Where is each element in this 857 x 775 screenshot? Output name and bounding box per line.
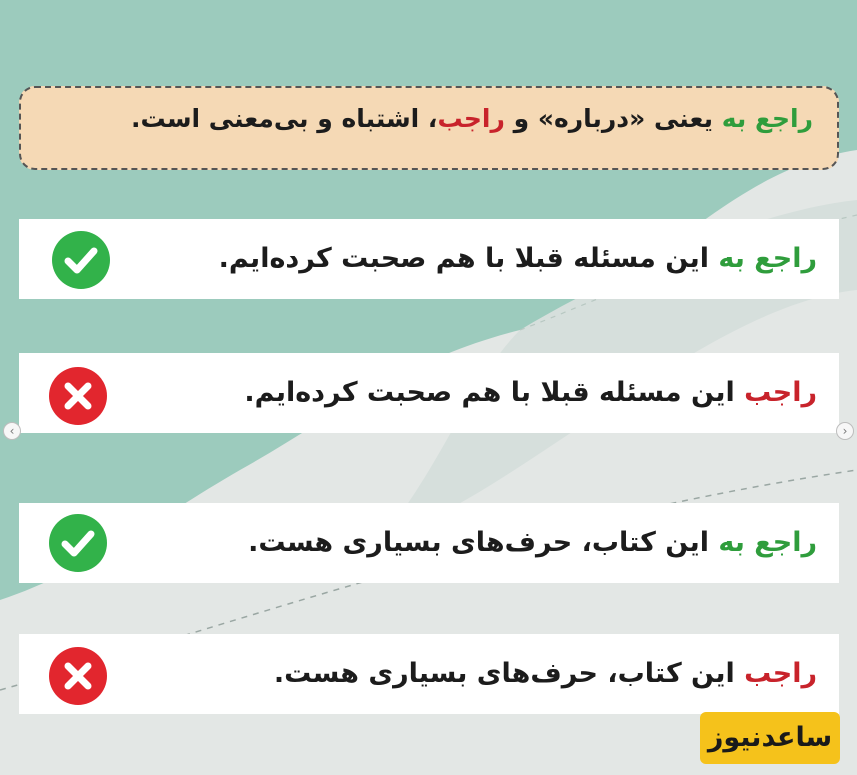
example-card-4 bbox=[19, 634, 839, 714]
example-text: این کتاب، حرف‌های بسیاری هست. bbox=[273, 658, 745, 689]
chevron-right-icon[interactable]: › bbox=[836, 422, 854, 440]
brand-logo bbox=[700, 712, 840, 764]
example-sentence bbox=[274, 656, 817, 692]
example-card-1 bbox=[19, 219, 839, 299]
example-card-2 bbox=[19, 353, 839, 433]
example-text: این کتاب، حرف‌های بسیاری هست. bbox=[248, 527, 719, 558]
x-circle-icon bbox=[49, 367, 107, 425]
chevron-left-icon[interactable]: ‹ bbox=[3, 422, 21, 440]
header-text-end: ، اشتباه و بی‌معنی است. bbox=[130, 104, 438, 133]
example-term: راجع به bbox=[718, 243, 817, 274]
example-sentence bbox=[248, 525, 817, 561]
example-text: این مسئله قبلا با هم صحبت کرده‌ایم. bbox=[244, 377, 745, 408]
header-wrong-term: راجب bbox=[437, 104, 505, 133]
header-text-middle: یعنی «درباره» و bbox=[504, 104, 722, 133]
check-circle-icon bbox=[52, 231, 110, 289]
check-circle-icon bbox=[49, 514, 107, 572]
header-correct-term: راجع به bbox=[721, 104, 813, 133]
x-circle-icon bbox=[49, 647, 107, 705]
example-term: راجب bbox=[744, 377, 817, 408]
example-sentence bbox=[219, 241, 817, 277]
example-text: این مسئله قبلا با هم صحبت کرده‌ایم. bbox=[218, 243, 719, 274]
example-sentence bbox=[244, 375, 817, 411]
example-card-3 bbox=[19, 503, 839, 583]
example-term: راجع به bbox=[718, 527, 817, 558]
example-term: راجب bbox=[744, 658, 817, 689]
logo-text: ساعدنیوز bbox=[707, 722, 833, 753]
rule-statement-box bbox=[19, 86, 839, 170]
